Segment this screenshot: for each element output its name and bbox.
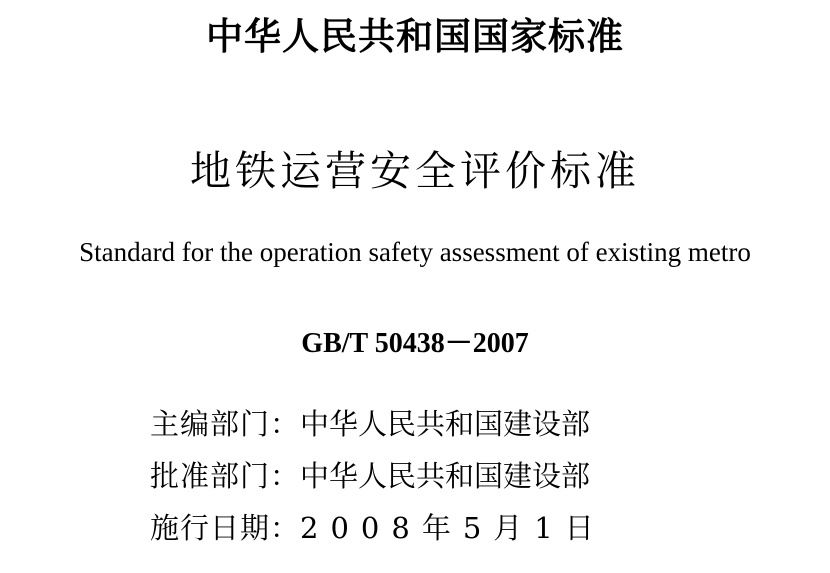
editor-department-row bbox=[150, 402, 590, 443]
standard-code: GB/T 50438－2007 bbox=[301, 328, 529, 359]
editor-department-value: 中华人民共和国建设部 bbox=[300, 407, 591, 441]
approval-department-value: 中华人民共和国建设部 bbox=[300, 459, 591, 493]
document-title-chinese: 地铁运营安全评价标准 bbox=[190, 147, 640, 195]
effective-date-row bbox=[150, 506, 606, 547]
approval-department-label: 批准部门： bbox=[150, 459, 301, 493]
approval-department-row bbox=[150, 454, 590, 495]
effective-date-value: 2008年5月1日 bbox=[300, 511, 606, 545]
editor-department-label: 主编部门： bbox=[150, 407, 301, 441]
national-standard-heading: 中华人民共和国国家标准 bbox=[206, 15, 624, 58]
document-title-english: Standard for the operation safety assessment of existing metro bbox=[79, 237, 751, 267]
effective-date-label: 施行日期： bbox=[150, 511, 301, 545]
